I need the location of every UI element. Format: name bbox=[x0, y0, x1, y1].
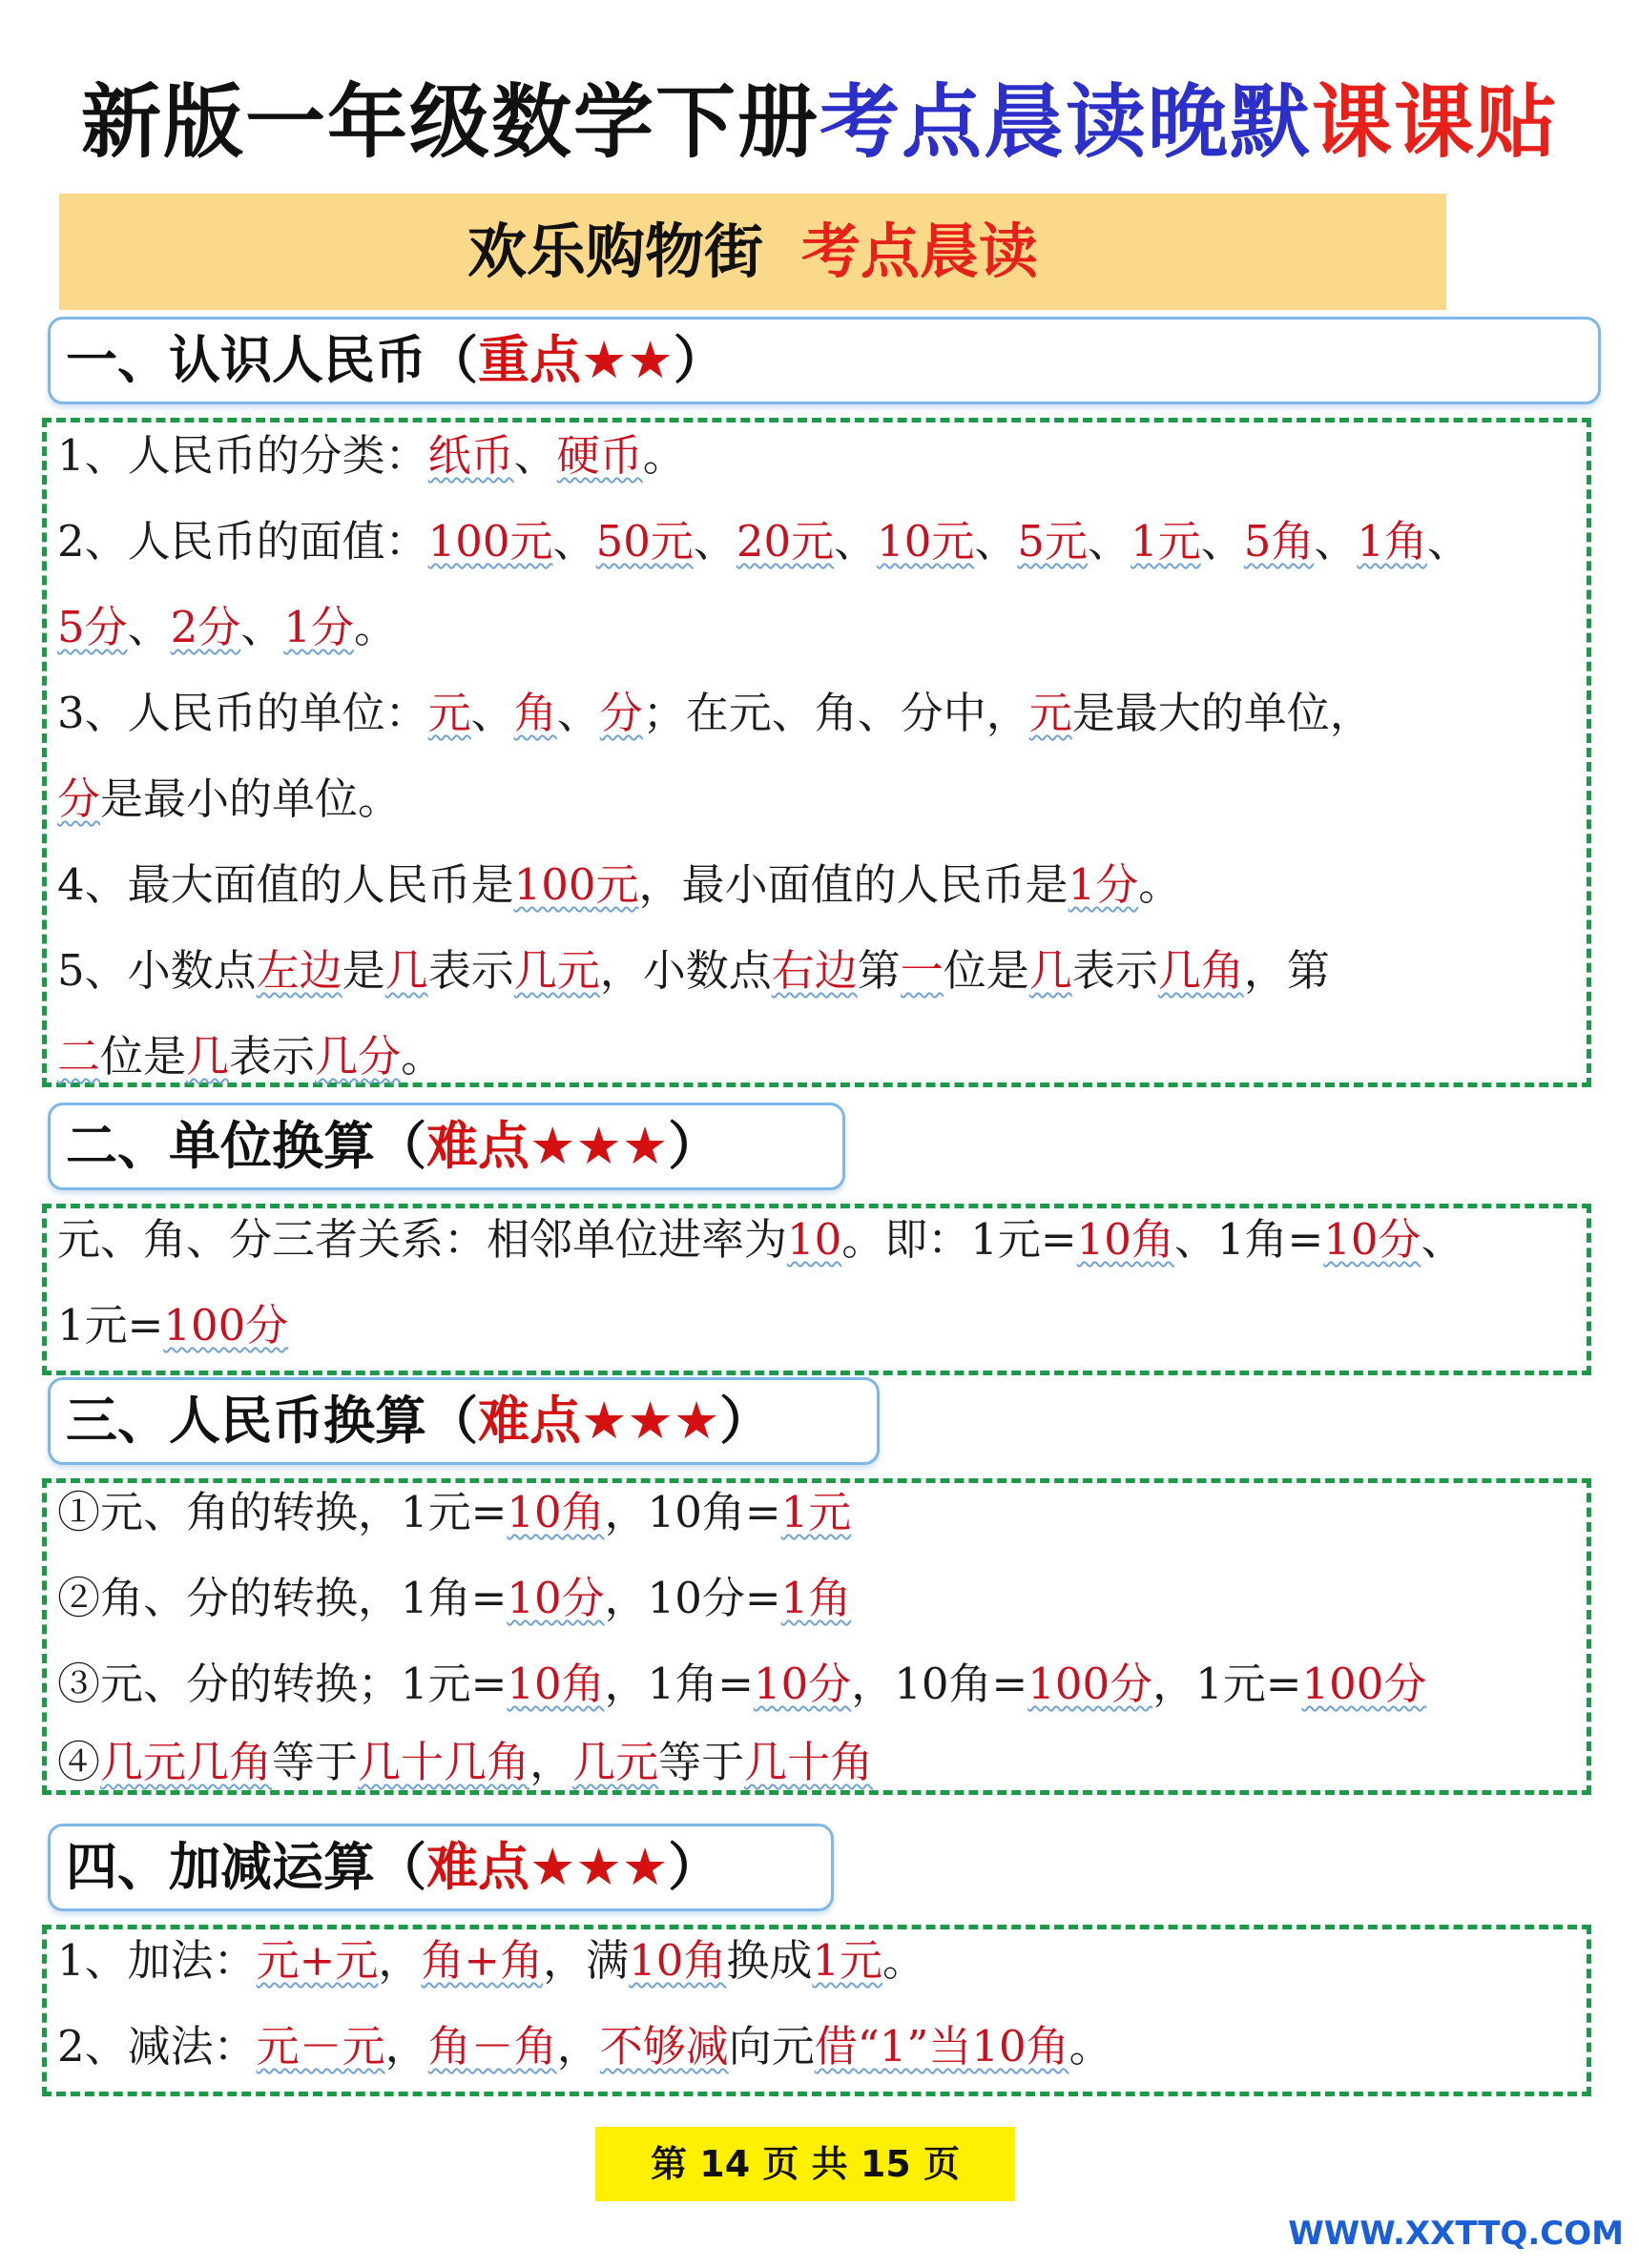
section-1-close: ） bbox=[673, 330, 725, 390]
s3-line-2: ②角、分的转换，1角=10分，10分=1角 bbox=[57, 1573, 852, 1623]
s3-line-4: ④几元几角等于几十几角，几元等于几十角 bbox=[57, 1737, 874, 1787]
title-part-2: 考点晨读晚默 bbox=[819, 75, 1312, 169]
s1-line-3: 5分、2分、1分。 bbox=[57, 602, 397, 652]
watermark: WWW.XXTTQ.COM bbox=[1288, 2215, 1624, 2253]
s1-line-1: 1、人民币的分类：纸币、硬币。 bbox=[57, 430, 686, 481]
title-part-1: 新版一年级数学下册 bbox=[80, 75, 820, 169]
s2-line-2: 1元=100分 bbox=[57, 1300, 289, 1350]
s1-line-8: 二位是几表示几分。 bbox=[57, 1031, 445, 1082]
section-1-stars: ★★ bbox=[581, 330, 674, 390]
section-1-heading-text: 一、认识人民币（ bbox=[66, 330, 478, 390]
topic-banner bbox=[59, 194, 1446, 310]
s1-line-4: 3、人民币的单位：元、角、分；在元、角、分中，元是最大的单位， bbox=[57, 688, 1373, 738]
s1-line-2: 2、人民币的面值：100元、50元、20元、10元、5元、1元、5角、1角、 bbox=[57, 516, 1471, 567]
page-title bbox=[0, 74, 1639, 170]
s1-line-6: 4、最大面值的人民币是100元，最小面值的人民币是1分。 bbox=[57, 859, 1182, 910]
section-2-heading: 二、单位换算（难点★★★） bbox=[48, 1103, 845, 1190]
s2-line-1: 元、角、分三者关系：相邻单位进率为10。即：1元=10角、1角=10分、 bbox=[57, 1214, 1464, 1265]
banner-highlight: 考点晨读 bbox=[801, 216, 1039, 286]
s1-line-7: 5、小数点左边是几表示几元，小数点右边第一位是几表示几角，第 bbox=[57, 945, 1330, 996]
page-number: 第 14 页 共 15 页 bbox=[595, 2127, 1015, 2201]
title-part-3: 课课贴 bbox=[1312, 75, 1559, 169]
section-1-heading bbox=[48, 317, 1601, 404]
s4-line-1: 1、加法：元+元，角+角，满10角换成1元。 bbox=[57, 1935, 926, 1986]
section-1-tag: 重点 bbox=[478, 330, 581, 390]
s4-line-2: 2、减法：元－元，角－角，不够减向元借“1”当10角。 bbox=[57, 2021, 1112, 2072]
s3-line-1: ①元、角的转换，1元=10角，10角=1元 bbox=[57, 1487, 852, 1537]
banner-topic: 欢乐购物街 bbox=[467, 216, 763, 286]
section-4-heading: 四、加减运算（难点★★★） bbox=[48, 1824, 834, 1911]
s3-line-3: ③元、分的转换；1元=10角，1角=10分，10角=100分，1元=100分 bbox=[57, 1659, 1427, 1709]
s1-line-5: 分是最小的单位。 bbox=[57, 773, 402, 824]
section-3-heading: 三、人民币换算（难点★★★） bbox=[48, 1377, 880, 1465]
